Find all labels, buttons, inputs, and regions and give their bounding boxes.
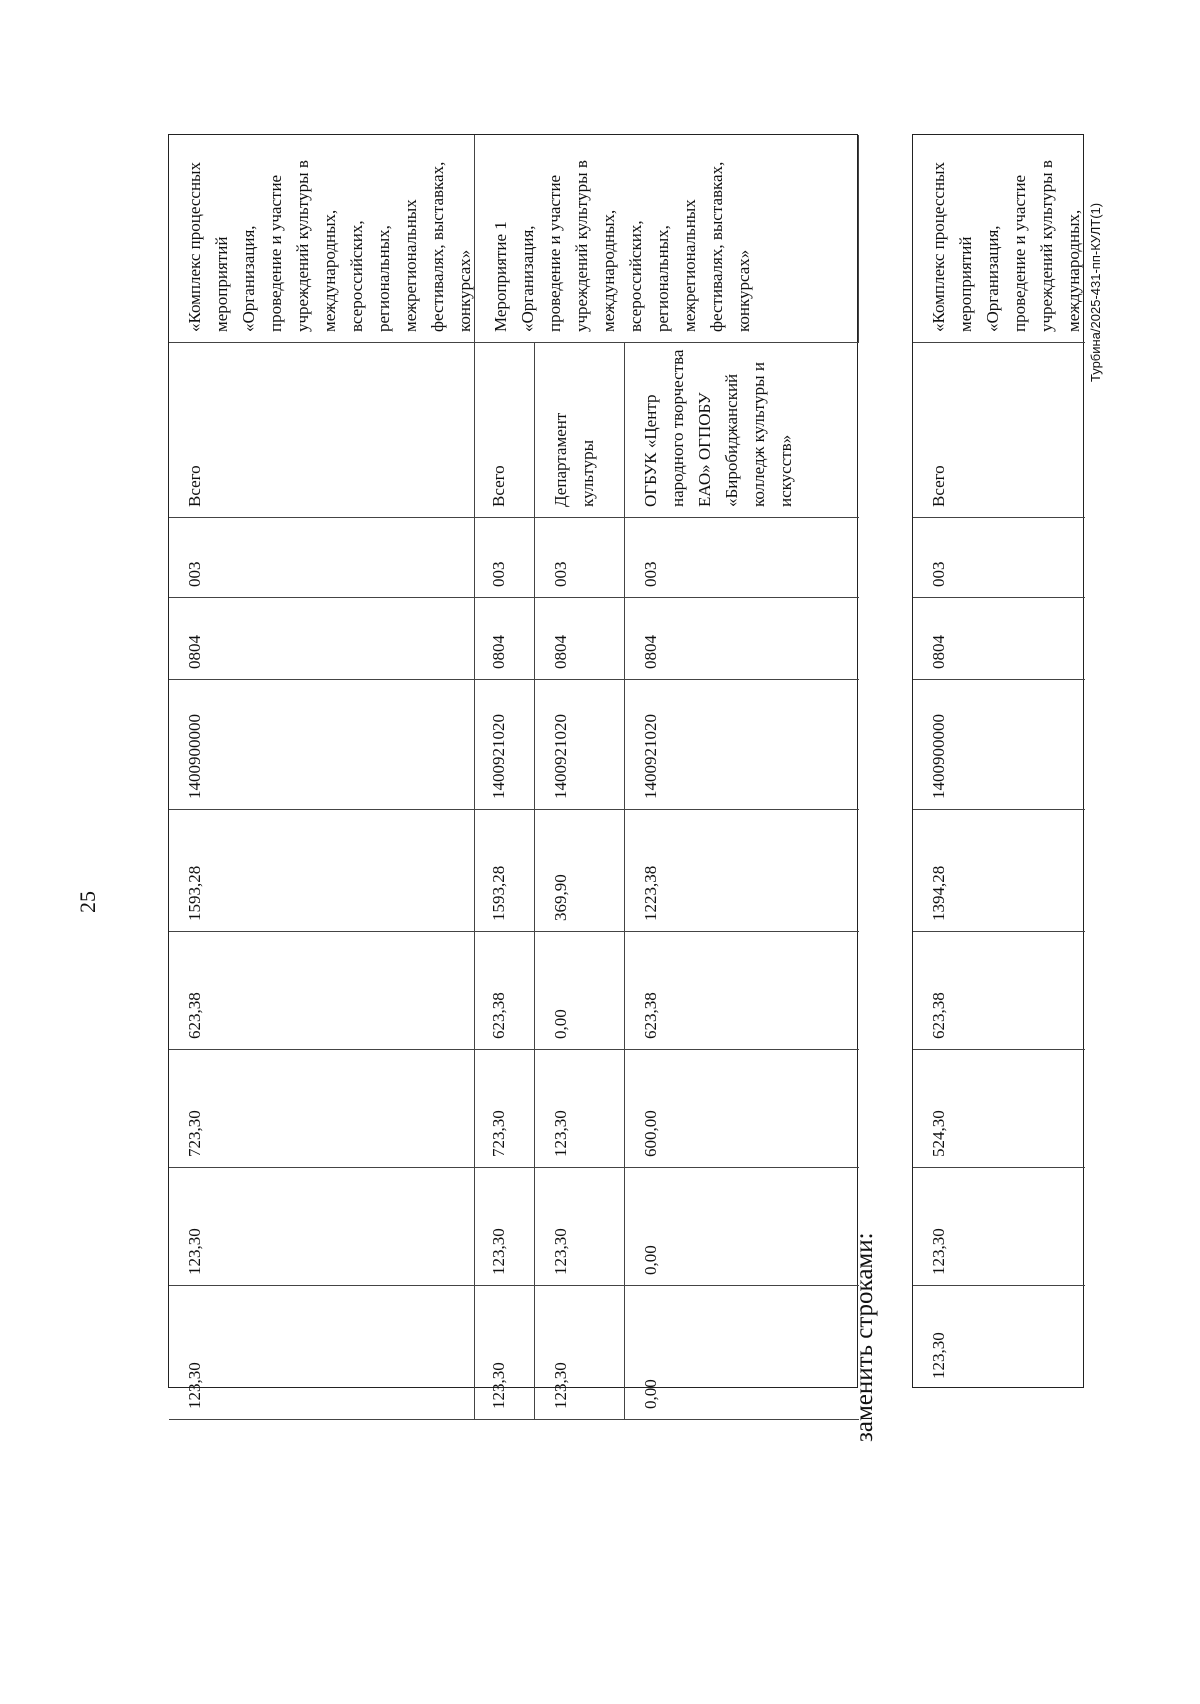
grbs-code: 003 [641, 561, 660, 587]
row-name: «Комплекс процессных мероприятий «Организация, проведение и участие учреждений культуры в международных, всероссийских, региональных, межрегиональных фестивалях, выставках, конкурсах» [185, 160, 474, 332]
grbs-code: 003 [551, 561, 570, 587]
grbs-code: 003 [489, 561, 508, 587]
amount-year-4: 0,00 [641, 1379, 660, 1409]
amount-year-1: 623,38 [641, 992, 660, 1039]
amount-year-3: 123,30 [551, 1228, 570, 1275]
total-amount: 1223,38 [641, 865, 660, 921]
grbs-code: 003 [929, 561, 948, 587]
amount-year-2: 600,00 [641, 1110, 660, 1157]
grbs-code: 003 [185, 561, 204, 587]
amount-year-2: 123,30 [551, 1110, 570, 1157]
budget-table-top [168, 134, 858, 1409]
budget-table-top-last-column [168, 134, 858, 274]
total-amount: 369,90 [551, 874, 570, 921]
amount-year-2: 723,30 [185, 1110, 204, 1157]
executor: Всего [489, 465, 508, 507]
page-number: 25 [75, 891, 100, 913]
amount-year-1: 623,38 [185, 992, 204, 1039]
amount-year-4: 123,30 [185, 1362, 204, 1409]
budget-table-bottom [912, 134, 1084, 1388]
table-row [169, 135, 475, 1409]
total-amount: 1593,28 [489, 865, 508, 921]
amount-year-4: 123,30 [929, 1332, 948, 1379]
event-name: Мероприятие 1 «Организация, проведение и участие учреждений культуры в международных, всероссийских, региональных, межрегиональных фестивалях, выставках, конкурсах» [491, 160, 753, 332]
section-code: 0804 [489, 635, 508, 669]
document-code: Турбина/2025-431-пп-КУЛТ(1) [1088, 202, 1103, 382]
section-code: 0804 [641, 635, 660, 669]
target-article-code: 1400900000 [929, 714, 948, 799]
total-amount: 1394,28 [929, 865, 948, 921]
executor: Всего [185, 465, 204, 507]
amount-year-4: 123,30 [489, 1362, 508, 1409]
amount-year-3: 0,00 [641, 1245, 660, 1275]
amount-year-3: 123,30 [489, 1228, 508, 1275]
amount-year-1: 623,38 [489, 992, 508, 1039]
amount-year-1: 623,38 [929, 992, 948, 1039]
target-article-code: 1400921020 [641, 714, 660, 799]
amount-year-2: 524,30 [929, 1110, 948, 1157]
executor: Департамент культуры [551, 412, 597, 507]
table-row [475, 135, 535, 1409]
executor: Всего [929, 465, 948, 507]
table-row [625, 135, 859, 1409]
amount-year-3: 123,30 [929, 1228, 948, 1275]
amount-year-1: 0,00 [551, 1009, 570, 1039]
section-code: 0804 [929, 635, 948, 669]
amount-year-2: 723,30 [489, 1110, 508, 1157]
section-code: 0804 [185, 635, 204, 669]
table-row [913, 135, 1085, 1387]
amount-year-3: 123,30 [185, 1228, 204, 1275]
executor: ОГБУК «Центр народного творчества ЕАО» ОГПОБУ «Биробиджанский колледж культуры и искусств» [641, 349, 795, 507]
amount-year-4: 123,30 [551, 1362, 570, 1409]
target-article-code: 1400900000 [185, 714, 204, 799]
table-row [535, 135, 625, 1409]
replace-with-rows-label: заменить строками: [851, 1232, 878, 1442]
section-code: 0804 [551, 635, 570, 669]
total-amount: 1593,28 [185, 865, 204, 921]
row-name: «Комплекс процессных мероприятий «Организация, проведение и участие учреждений культуры в международных, [929, 160, 1083, 332]
target-article-code: 1400921020 [551, 714, 570, 799]
target-article-code: 1400921020 [489, 714, 508, 799]
